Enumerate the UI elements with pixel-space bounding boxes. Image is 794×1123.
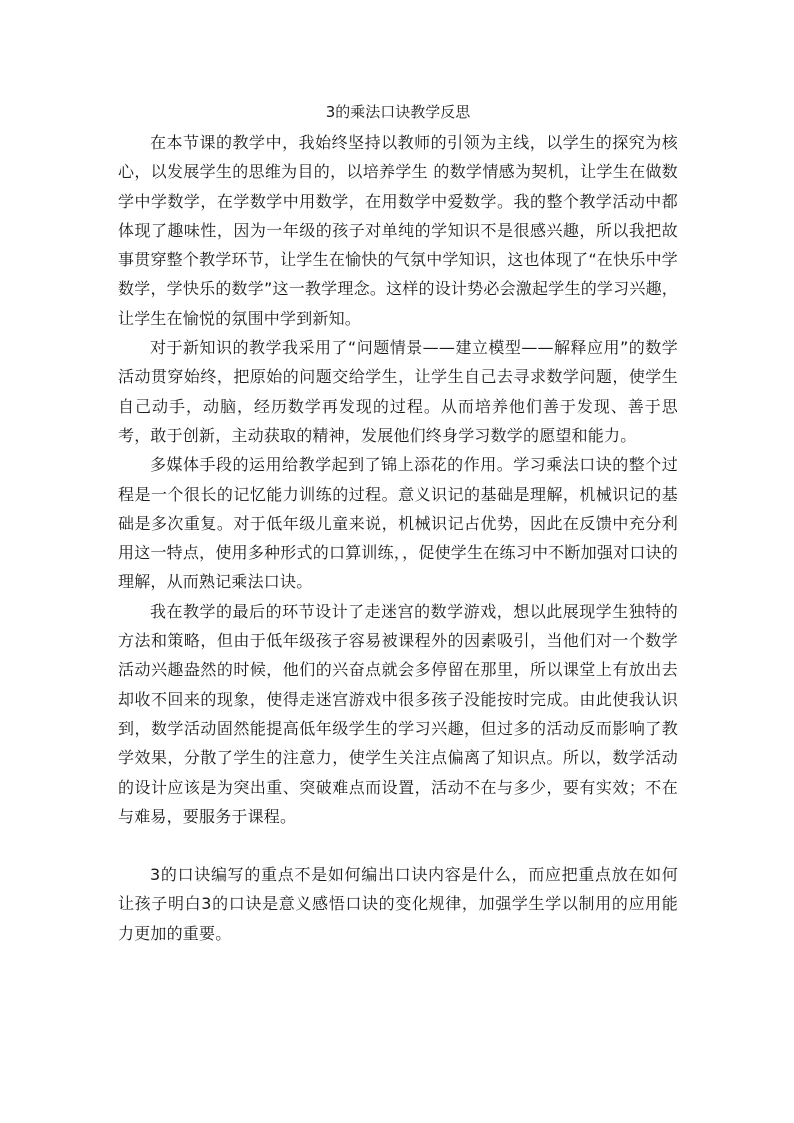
document-body	[118, 100, 678, 948]
paragraph-4: 我在教学的最后的环节设计了走迷宫的数学游戏，想以此展现学生独特的方法和策略，但由于低年级孩子容易被课程外的因素吸引，当他们对一个数学活动兴趣盎然的时候，他们的兴奋点就会多停留在那里，所以课堂上有放出去却收不回来的现象，使得走迷宫游戏中很多孩子没能按时完成。由此使我认识到，数学活动固然能提高低年级学生的学习兴趣，但过多的活动反而影响了教学效果，分散了学生的注意力，使学生关注点偏离了知识点。所以，数学活动的设计应该是为突出重、突破难点而设置，活动不在与多少，要有实效；不在与难易，要服务于课程。	[118, 601, 678, 826]
paragraph-2: 对于新知识的教学我采用了“问题情景——建立模型——解释应用”的数学活动贯穿始终，把原始的问题交给学生，让学生自己去寻求数学问题，使学生自己动手，动脑，经历数学再发现的过程。从而培养他们善于发现、善于思考，敢于创新，主动获取的精神，发展他们终身学习数学的愿望和能力。	[118, 338, 678, 445]
paragraph-3: 多媒体手段的运用给教学起到了锦上添花的作用。学习乘法口诀的整个过程是一个很长的记忆能力训练的过程。意义识记的基础是理解，机械识记的基础是多次重复。对于低年级儿童来说，机械识记占优势，因此在反馈中充分利用这一特点，使用多种形式的口算训练，，促使学生在练习中不断加强对口诀的理解，从而熟记乘法口诀。	[118, 455, 678, 592]
paragraph-5: 3的口诀编写的重点不是如何编出口诀内容是什么，而应把重点放在如何让孩子明白3的口诀是意义感悟口诀的变化规律，加强学生学以制用的应用能力更加的重要。	[118, 865, 678, 943]
page-title: 3的乘法口诀教学反思	[325, 103, 471, 121]
paragraph-1: 在本节课的教学中，我始终坚持以教师的引领为主线，以学生的探究为核心，以发展学生的思维为目的，以培养学生 的数学情感为契机，让学生在做数学中学数学，在学数学中用数学，在用数学中爱数学。我的整个教学活动中都体现了趣味性，因为一年级的孩子对单纯的学知识不是很感兴趣，所以我把故事贯穿整个教学环节，让学生在愉快的气氛中学知识，这也体现了“在快乐中学数学，学快乐的数学”这一教学理念。这样的设计势必会激起学生的学习兴趣，让学生在愉悦的氛围中学到新知。	[118, 133, 678, 328]
paragraph-gap	[118, 831, 678, 860]
